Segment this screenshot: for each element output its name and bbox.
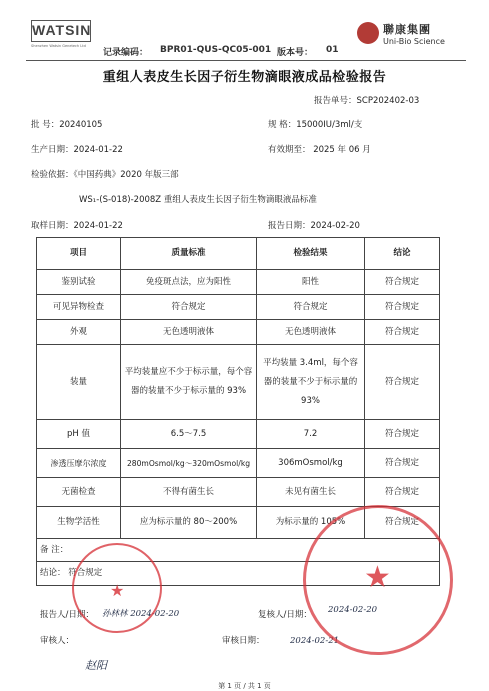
- reporter-signature: 孙林林 2024-02-20: [102, 609, 180, 619]
- row-standard: 平均装量应不少于标示量，每个容器的装量不少于标示量的 93%: [121, 345, 257, 420]
- row-standard: 6.5～7.5: [121, 420, 257, 449]
- row-standard: 280mOsmol/kg～320mOsmol/kg: [121, 449, 257, 478]
- report-title: 重组人表皮生长因子衍生物滴眼液成品检验报告: [102, 70, 387, 85]
- row-result: 平均装量 3.4ml，每个容器的装量不少于标示量的 93%: [257, 345, 365, 420]
- company-seal-star-icon: ★: [364, 560, 391, 595]
- header-standard: 质量标准: [121, 238, 257, 270]
- record-code-label: 记录编码：: [103, 48, 149, 58]
- row-conclusion: 符合规定: [365, 478, 440, 507]
- row-result: 符合规定: [257, 295, 365, 320]
- inspection-seal: [72, 543, 162, 633]
- row-result: 阳性: [257, 270, 365, 295]
- row-result: 7.2: [257, 420, 365, 449]
- company-seal: [303, 505, 453, 655]
- row-conclusion: 符合规定: [365, 507, 440, 539]
- row-conclusion: 符合规定: [365, 420, 440, 449]
- reviewer-label: 复核人/日期：: [258, 610, 312, 620]
- row-item: 渗透压摩尔浓度: [37, 449, 121, 478]
- uni-bio-emblem-icon: [357, 22, 379, 44]
- table-row: [37, 420, 440, 449]
- uni-bio-logo: [357, 18, 487, 54]
- company-name-en: Uni-Bio Science: [383, 37, 445, 46]
- table-row: [37, 270, 440, 295]
- header-divider: [26, 60, 466, 61]
- table-row: [37, 295, 440, 320]
- header-item: 项目: [37, 238, 121, 270]
- row-item: 可见异物检查: [37, 295, 121, 320]
- row-item: 无菌检查: [37, 478, 121, 507]
- test-standard: WS₁-(S-018)-2008Z 重组人表皮生长因子衍生物滴眼液品标准: [79, 195, 317, 205]
- row-standard: 符合规定: [121, 295, 257, 320]
- watsin-logo: [31, 20, 93, 58]
- row-item: 外观: [37, 320, 121, 345]
- header-conclusion: 结论: [365, 238, 440, 270]
- table-row: [37, 345, 440, 420]
- approve-date-label: 审核日期：: [222, 636, 265, 646]
- table-row: [37, 320, 440, 345]
- header-result: 检验结果: [257, 238, 365, 270]
- manufacture-date: 生产日期：2024-01-22: [31, 145, 123, 155]
- record-code: BPR01-QUS-QC05-001: [160, 45, 272, 55]
- reviewer-signature: 2024-02-20: [328, 605, 378, 615]
- table-row: [37, 449, 440, 478]
- row-conclusion: 符合规定: [365, 270, 440, 295]
- row-conclusion: 符合规定: [365, 295, 440, 320]
- approve-date-signature: 2024-02-21: [290, 636, 340, 646]
- row-result: 306mOsmol/kg: [257, 449, 365, 478]
- seal-star-icon: ★: [110, 581, 125, 600]
- company-name-cn: 聯康集團: [383, 23, 431, 36]
- page-footer: 第 1 页 / 共 1 页: [218, 682, 271, 690]
- batch-number: 批 号：20240105: [31, 120, 103, 130]
- table-row: [37, 478, 440, 507]
- table-header-row: [37, 238, 440, 270]
- row-standard: 无色透明液体: [121, 320, 257, 345]
- row-conclusion: 符合规定: [365, 449, 440, 478]
- logo-text: WATSIN: [31, 20, 91, 42]
- row-result: 未见有菌生长: [257, 478, 365, 507]
- version-number: 01: [326, 45, 339, 55]
- logo-subtitle: Shenzhen Watsin Genetech Ltd: [31, 44, 86, 48]
- sampling-date: 取样日期：2024-01-22: [31, 221, 123, 231]
- row-conclusion: 符合规定: [365, 320, 440, 345]
- report-date: 报告日期：2024-02-20: [268, 221, 360, 231]
- row-item: 鉴别试验: [37, 270, 121, 295]
- row-standard: 不得有菌生长: [121, 478, 257, 507]
- row-result: 无色透明液体: [257, 320, 365, 345]
- row-item: pH 值: [37, 420, 121, 449]
- version-label: 版本号：: [277, 48, 314, 58]
- row-item: 装量: [37, 345, 121, 420]
- reporter-label: 报告人/日期：: [40, 610, 94, 620]
- row-standard: 应为标示量的 80～200%: [121, 507, 257, 539]
- remark: 备 注：: [37, 539, 440, 562]
- test-basis: 检验依据：《中国药典》2020 年版三部: [31, 170, 179, 180]
- report-number: 报告单号：SCP202402-03: [314, 96, 420, 106]
- row-item: 生物学活性: [37, 507, 121, 539]
- approver-label: 审核人：: [40, 636, 75, 646]
- row-standard: 免疫斑点法，应为阳性: [121, 270, 257, 295]
- expiry-date: 有效期至： 2025 年 06 月: [268, 145, 371, 155]
- approver-signature: 赵阳: [85, 659, 107, 672]
- row-result: 为标示量的 105%: [257, 507, 365, 539]
- final-conclusion: 结论： 符合规定: [37, 562, 440, 586]
- specification: 规 格：15000IU/3ml/支: [268, 120, 363, 130]
- row-conclusion: 符合规定: [365, 345, 440, 420]
